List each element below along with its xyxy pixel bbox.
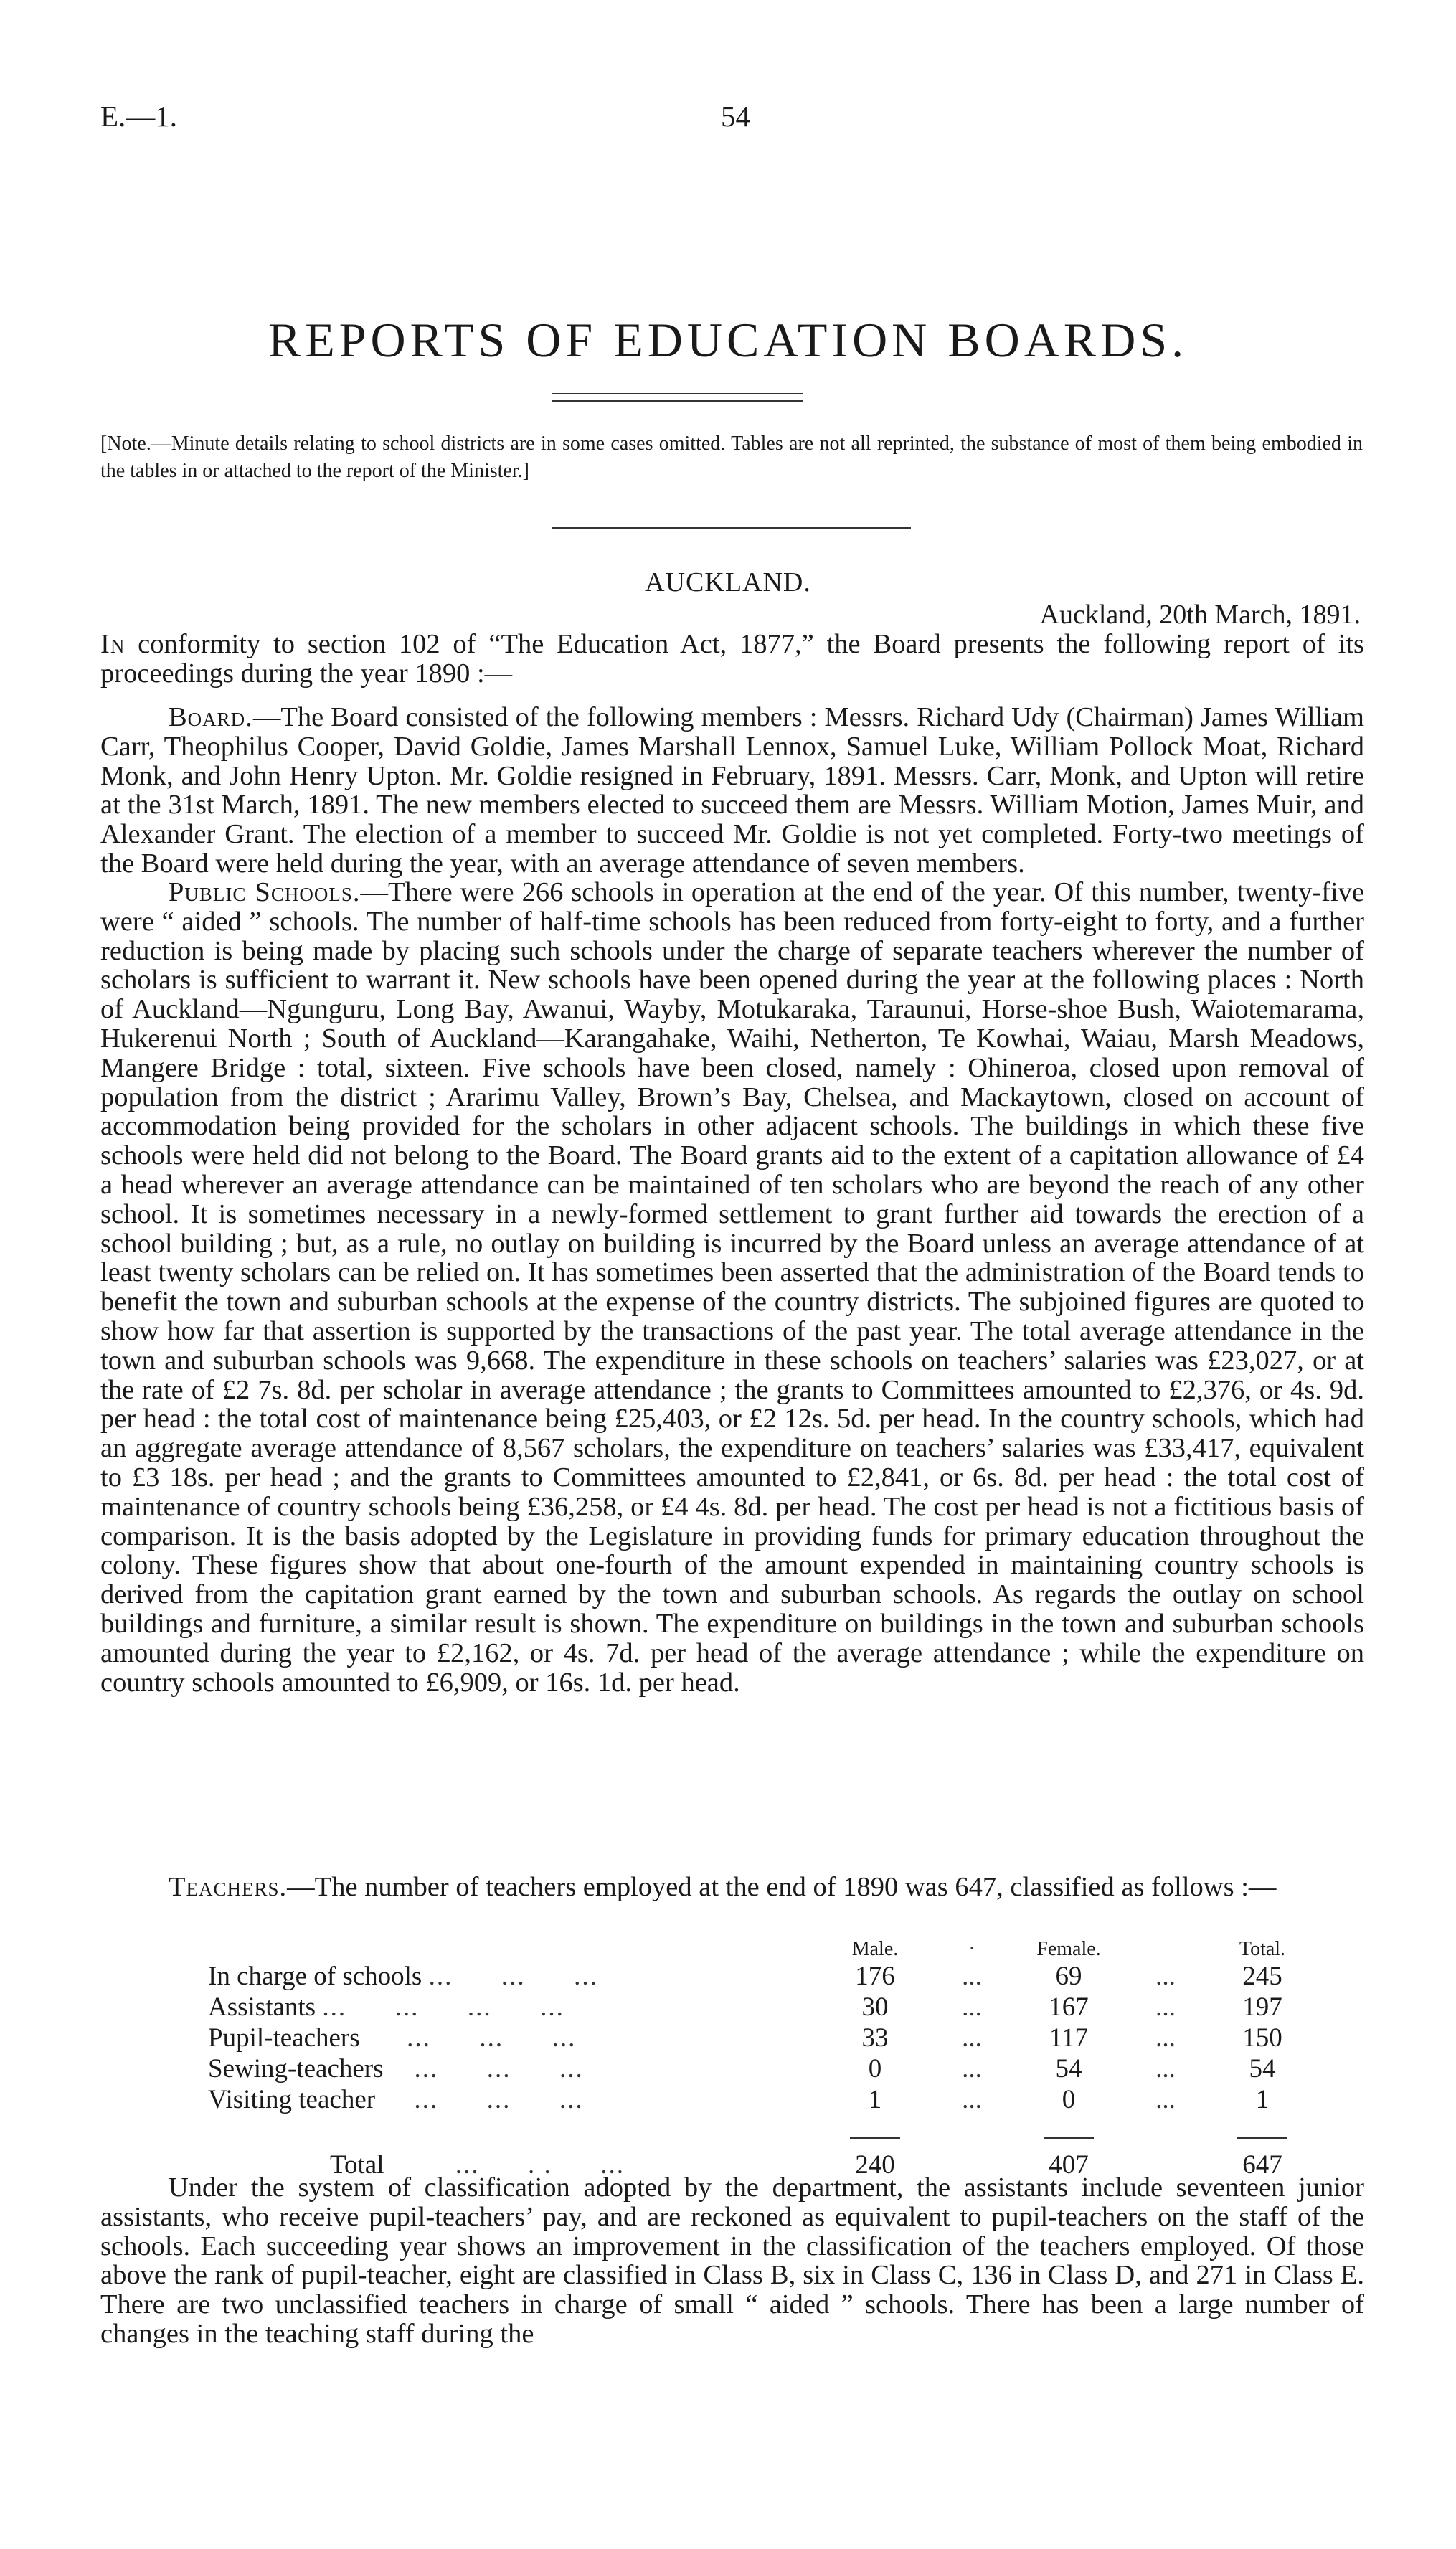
- cell-female: 69: [1055, 1962, 1082, 1991]
- total-label: Total: [330, 2150, 384, 2180]
- cell-male: 30: [861, 1992, 889, 2022]
- row-label: Assistants: [208, 1992, 316, 2022]
- total-total: 647: [1242, 2150, 1282, 2180]
- page-number: 54: [721, 100, 750, 133]
- row-label: Pupil-teachers: [208, 2023, 360, 2053]
- board-text: —The Board consisted of the following members : Messrs. Richard Udy (Chairman) James William Carr, Theophilus Cooper, David Goldie, James Marshall Lennox, Samuel Luke, William Pollock Moat, Richard Monk, and John Henry Upton. Mr. Goldie resigned in February, 1891. Messrs. Carr, Monk, and Upton will retire at the 31st March, 1891. The new members elected to succeed them are Messrs. William Motion, James Muir, and Alexander Grant. The election of a member to succeed Mr. Goldie is not yet completed. Forty-two meetings of the Board were held during the year, with an average attendance of seven members.: [100, 702, 1364, 879]
- table-row: Assistants ... ... ... ... 30 ... 167 ... 197: [208, 1992, 1320, 2023]
- table-row: In charge of schools ... ... ... 176 ... 69 ... 245: [208, 1961, 1320, 1992]
- row-label: Sewing-teachers: [208, 2054, 384, 2084]
- section-heading: AUCKLAND.: [645, 567, 811, 597]
- page-title: REPORTS OF EDUCATION BOARDS.: [268, 313, 1188, 367]
- row-label: Visiting teacher: [208, 2085, 376, 2114]
- dateline: Auckland, 20th March, 1891.: [1039, 600, 1361, 630]
- board-heading: Board.: [169, 702, 253, 732]
- column-header-total: Total.: [1239, 1938, 1286, 1960]
- total-female: 407: [1049, 2150, 1089, 2180]
- cell-total: 150: [1242, 2023, 1282, 2053]
- column-header-female: Female.: [1036, 1938, 1101, 1960]
- row-label: In charge of schools: [208, 1962, 422, 1991]
- cell-female: 167: [1049, 1992, 1089, 2022]
- column-header-male: Male.: [851, 1938, 899, 1960]
- intro-lead: In: [100, 629, 126, 659]
- table-rule-row: [208, 2115, 1320, 2146]
- teachers-text: —The number of teachers employed at the end of 1890 was 647, classified as follows :—: [287, 1872, 1277, 1902]
- intro-paragraph: [100, 630, 1364, 689]
- cell-male: 33: [861, 2023, 889, 2053]
- cell-female: 0: [1062, 2085, 1076, 2114]
- section-divider: [552, 527, 911, 529]
- cell-female: 54: [1055, 2054, 1082, 2084]
- cell-male: 0: [868, 2054, 882, 2084]
- cell-male: 176: [855, 1962, 895, 1991]
- board-paragraph: [100, 703, 1364, 879]
- title-double-rule: [552, 393, 803, 402]
- intro-text: conformity to section 102 of “The Education Act, 1877,” the Board presents the following report of its proceedings during the year 1890 :—: [100, 629, 1364, 689]
- public-schools-paragraph: [100, 878, 1364, 1697]
- table-row: Visiting teacher ... ... ... 1 ... 0 ... 1: [208, 2084, 1320, 2115]
- teachers-table: [208, 1929, 1320, 2180]
- cell-male: 1: [868, 2085, 882, 2114]
- table-row: Sewing-teachers ... ... ... 0 ... 54 ... 54: [208, 2053, 1320, 2084]
- cell-total: 197: [1242, 1992, 1282, 2022]
- cell-total: 54: [1249, 2054, 1276, 2084]
- table-row: Pupil-teachers ... ... ... 33 ... 117 ... 150: [208, 2023, 1320, 2053]
- public-schools-heading: Public Schools.: [169, 877, 361, 907]
- editorial-note: [Note.—Minute details relating to school districts are in some cases omitted. Tables are not all reprinted, the substance of most of them being embodied in the tables in or attached to the report of the Minister.]: [100, 432, 1363, 482]
- cell-total: 1: [1255, 2085, 1270, 2114]
- cell-female: 117: [1049, 2023, 1089, 2053]
- teachers-heading: Teachers.: [169, 1872, 288, 1902]
- total-male: 240: [855, 2150, 895, 2180]
- table-header-row: Male. · Female. Total.: [208, 1929, 1320, 1961]
- page-code: E.—1.: [100, 100, 178, 133]
- table-total-row: Total ... . . ... 240 407 647: [208, 2146, 1320, 2180]
- teachers-paragraph: [100, 1873, 1364, 1902]
- classification-paragraph: Under the system of classification adopted by the department, the assistants include seventeen junior assistants, who receive pupil-teachers’ pay, and are reckoned as equivalent to pupil-teachers on the staff of the schools. Each succeeding year shows an improvement in the classification of the teachers employed. Of those above the rank of pupil-teacher, eight are classified in Class B, six in Class C, 136 in Class D, and 271 in Class E. There are two unclassified teachers in charge of small “ aided ” schools. There has been a large number of changes in the teaching staff during the: [100, 2172, 1364, 2349]
- public-schools-text: —There were 266 schools in operation at the end of the year. Of this number, twenty-five were “ aided ” schools. The number of half-time schools has been reduced from forty-eight to forty, and a further reduction is being made by placing such schools under the charge of separate teachers wherever the number of scholars is sufficient to warrant it. New schools have been opened during the year at the following places : North of Auckland—Ngunguru, Long Bay, Awanui, Wayby, Motukaraka, Taraunui, Horse-shoe Bush, Waiotemarama, Hukerenui North ; South of Auckland—Karangahake, Waihi, Netherton, Te Kowhai, Waiau, Marsh Meadows, Mangere Bridge : total, sixteen. Five schools have been closed, namely : Ohineroa, closed upon removal of population from the district ; Ararimu Valley, Brown’s Bay, Chelsea, and Mackaytown, closed on account of accommodation being provided for the scholars in other adjacent schools. The buildings in which these five schools were held did not belong to the Board. The Board grants aid to the extent of a capitation allowance of £4 a head wherever an average attendance can be maintained of ten scholars who are beyond the reach of any other school. It is sometimes necessary in a newly-formed settlement to grant further aid towards the erection of a school building ; but, as a rule, no outlay on building is incurred by the Board unless an average attendance of at least twenty scholars can be relied on. It has sometimes been asserted that the administration of the Board tends to benefit the town and suburban schools at the expense of the country districts. The subjoined figures are quoted to show how far that assertion is supported by the transactions of the past year. The total average attendance in the town and suburban schools was 9,668. The expenditure in these schools on teachers’ salaries was £23,027, or at the rate of £2 7s. 8d. per scholar in average attendance ; the grants to Committees amounted to £2,376, or 4s. 9d. per head : the total cost of maintenance being £25,403, or £2 12s. 5d. per head. In the country schools, which had an aggregate average attendance of 8,567 scholars, the expenditure on teachers’ salaries was £33,417, equivalent to £3 18s. per head ; and the grants to Committees amounted to £2,841, or 6s. 8d. per head : the total cost of maintenance of country schools being £36,258, or £4 4s. 8d. per head. The cost per head is not a fictitious basis of comparison. It is the basis adopted by the Legislature in providing funds for primary education throughout the colony. These figures show that about one-fourth of the amount expended in maintaining country schools is derived from the capitation grant earned by the town and suburban schools. As regards the outlay on school buildings and furniture, a similar result is shown. The expenditure on buildings in the town and suburban schools amounted during the year to £2,162, or 4s. 7d. per head of the average attendance ; while the expenditure on country schools amounted to £6,909, or 16s. 1d. per head.: [100, 877, 1365, 1698]
- cell-total: 245: [1242, 1962, 1282, 1991]
